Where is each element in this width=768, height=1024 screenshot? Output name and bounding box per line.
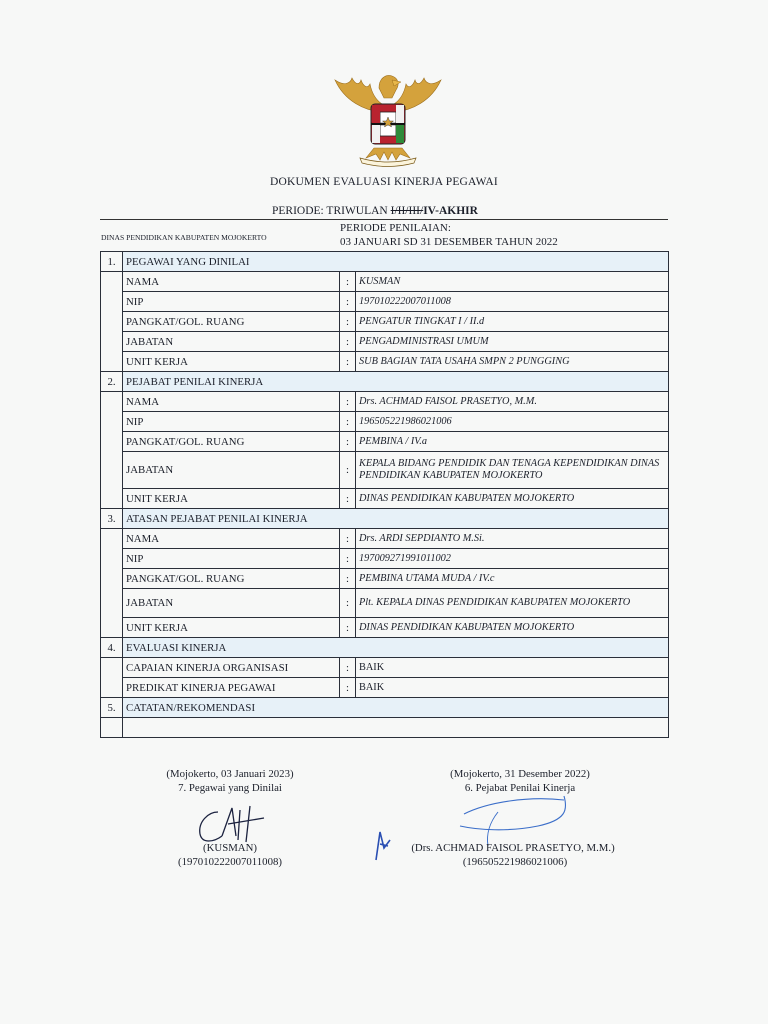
row-label: NAMA	[123, 392, 340, 412]
row-value: SUB BAGIAN TATA USAHA SMPN 2 PUNGGING	[356, 352, 669, 372]
left-signature-name: (KUSMAN)	[203, 842, 257, 854]
periode-triwulan	[272, 205, 478, 217]
row-value: DINAS PENDIDIKAN KABUPATEN MOJOKERTO	[356, 618, 669, 638]
table-row	[101, 412, 669, 432]
table-row	[101, 272, 669, 292]
dinas-name: DINAS PENDIDIKAN KABUPATEN MOJOKERTO	[101, 233, 267, 242]
colon: :	[340, 332, 356, 352]
row-label: UNIT KERJA	[123, 352, 340, 372]
row-value: 197010222007011008	[356, 292, 669, 312]
table-row	[101, 569, 669, 589]
colon: :	[340, 569, 356, 589]
row-value: PENGATUR TINGKAT I / II.d	[356, 312, 669, 332]
table-row	[101, 312, 669, 332]
periode-current: IV-AKHIR	[423, 205, 478, 217]
table-row	[101, 529, 669, 549]
section-number: 4.	[101, 638, 123, 658]
section-1-header	[101, 252, 669, 272]
table-row	[101, 292, 669, 312]
document-title: DOKUMEN EVALUASI KINERJA PEGAWAI	[270, 176, 498, 188]
row-value: 197009271991011002	[356, 549, 669, 569]
row-value: BAIK	[356, 678, 669, 698]
row-label: PREDIKAT KINERJA PEGAWAI	[123, 678, 340, 698]
garuda-emblem-icon	[330, 62, 446, 168]
colon: :	[340, 412, 356, 432]
section-title: PEGAWAI YANG DINILAI	[123, 252, 669, 272]
table-row	[101, 452, 669, 489]
row-label: NIP	[123, 412, 340, 432]
row-value: DINAS PENDIDIKAN KABUPATEN MOJOKERTO	[356, 489, 669, 509]
section-title: ATASAN PEJABAT PENILAI KINERJA	[123, 509, 669, 529]
periode-penilaian-value: 03 JANUARI SD 31 DESEMBER TAHUN 2022	[340, 236, 558, 248]
row-label: NAMA	[123, 529, 340, 549]
right-signature-date: (Mojokerto, 31 Desember 2022)	[450, 768, 590, 780]
right-signature-role: 6. Pejabat Penilai Kinerja	[464, 782, 576, 794]
colon: :	[340, 529, 356, 549]
row-value: KUSMAN	[356, 272, 669, 292]
colon: :	[340, 432, 356, 452]
row-value: 196505221986021006	[356, 412, 669, 432]
row-value: BAIK	[356, 658, 669, 678]
section-title: PEJABAT PENILAI KINERJA	[123, 372, 669, 392]
colon: :	[340, 392, 356, 412]
row-label: UNIT KERJA	[123, 489, 340, 509]
notes-row	[101, 718, 669, 738]
table-row	[101, 432, 669, 452]
section-3-header	[101, 509, 669, 529]
colon: :	[340, 618, 356, 638]
colon: :	[340, 678, 356, 698]
row-value: Drs. ACHMAD FAISOL PRASETYO, M.M.	[356, 392, 669, 412]
row-label: CAPAIAN KINERJA ORGANISASI	[123, 658, 340, 678]
row-label: UNIT KERJA	[123, 618, 340, 638]
colon: :	[340, 352, 356, 372]
row-value: KEPALA BIDANG PENDIDIK DAN TENAGA KEPENDIDIKAN DINAS PENDIDIKAN KABUPATEN MOJOKERTO	[356, 452, 669, 489]
colon: :	[340, 292, 356, 312]
colon: :	[340, 312, 356, 332]
section-5-header	[101, 698, 669, 718]
section-number: 5.	[101, 698, 123, 718]
row-label: PANGKAT/GOL. RUANG	[123, 432, 340, 452]
colon: :	[340, 272, 356, 292]
row-value: PEMBINA / IV.a	[356, 432, 669, 452]
left-signature-date: (Mojokerto, 03 Januari 2023)	[166, 768, 294, 780]
section-4-header	[101, 638, 669, 658]
left-signature-role: 7. Pegawai yang Dinilai	[178, 782, 282, 794]
notes-cell	[123, 718, 669, 738]
table-row	[101, 678, 669, 698]
right-signature-image	[368, 786, 598, 866]
table-row	[101, 618, 669, 638]
row-label: NAMA	[123, 272, 340, 292]
row-label: PANGKAT/GOL. RUANG	[123, 569, 340, 589]
row-label: PANGKAT/GOL. RUANG	[123, 312, 340, 332]
section-number: 3.	[101, 509, 123, 529]
section-2-header	[101, 372, 669, 392]
left-signature-image	[192, 800, 272, 848]
table-row	[101, 332, 669, 352]
row-value: PENGADMINISTRASI UMUM	[356, 332, 669, 352]
colon: :	[340, 452, 356, 489]
colon: :	[340, 549, 356, 569]
row-label: JABATAN	[123, 452, 340, 489]
row-label: NIP	[123, 549, 340, 569]
periode-penilaian-label: PERIODE PENILAIAN:	[340, 222, 451, 234]
table-row	[101, 489, 669, 509]
row-label: NIP	[123, 292, 340, 312]
section-number: 1.	[101, 252, 123, 272]
row-value: Drs. ARDI SEPDIANTO M.Si.	[356, 529, 669, 549]
periode-struck-quarters: I/II/III/	[390, 205, 424, 217]
table-row	[101, 589, 669, 618]
row-value: PEMBINA UTAMA MUDA / IV.c	[356, 569, 669, 589]
right-signature-nip: (196505221986021006)	[462, 856, 568, 868]
periode-prefix: PERIODE: TRIWULAN	[272, 205, 391, 217]
section-number: 2.	[101, 372, 123, 392]
row-value: Plt. KEPALA DINAS PENDIDIKAN KABUPATEN MOJOKERTO	[356, 589, 669, 618]
left-signature-nip: (197010222007011008)	[178, 856, 282, 868]
table-row	[101, 352, 669, 372]
section-title: CATATAN/REKOMENDASI	[123, 698, 669, 718]
right-signature-name: (Drs. ACHMAD FAISOL PRASETYO, M.M.)	[411, 842, 615, 854]
table-row	[101, 549, 669, 569]
colon: :	[340, 589, 356, 618]
colon: :	[340, 658, 356, 678]
row-label: JABATAN	[123, 332, 340, 352]
table-row	[101, 392, 669, 412]
evaluation-table	[100, 251, 669, 738]
table-row	[101, 658, 669, 678]
row-label: JABATAN	[123, 589, 340, 618]
colon: :	[340, 489, 356, 509]
section-title: EVALUASI KINERJA	[123, 638, 669, 658]
header-divider	[100, 219, 668, 220]
